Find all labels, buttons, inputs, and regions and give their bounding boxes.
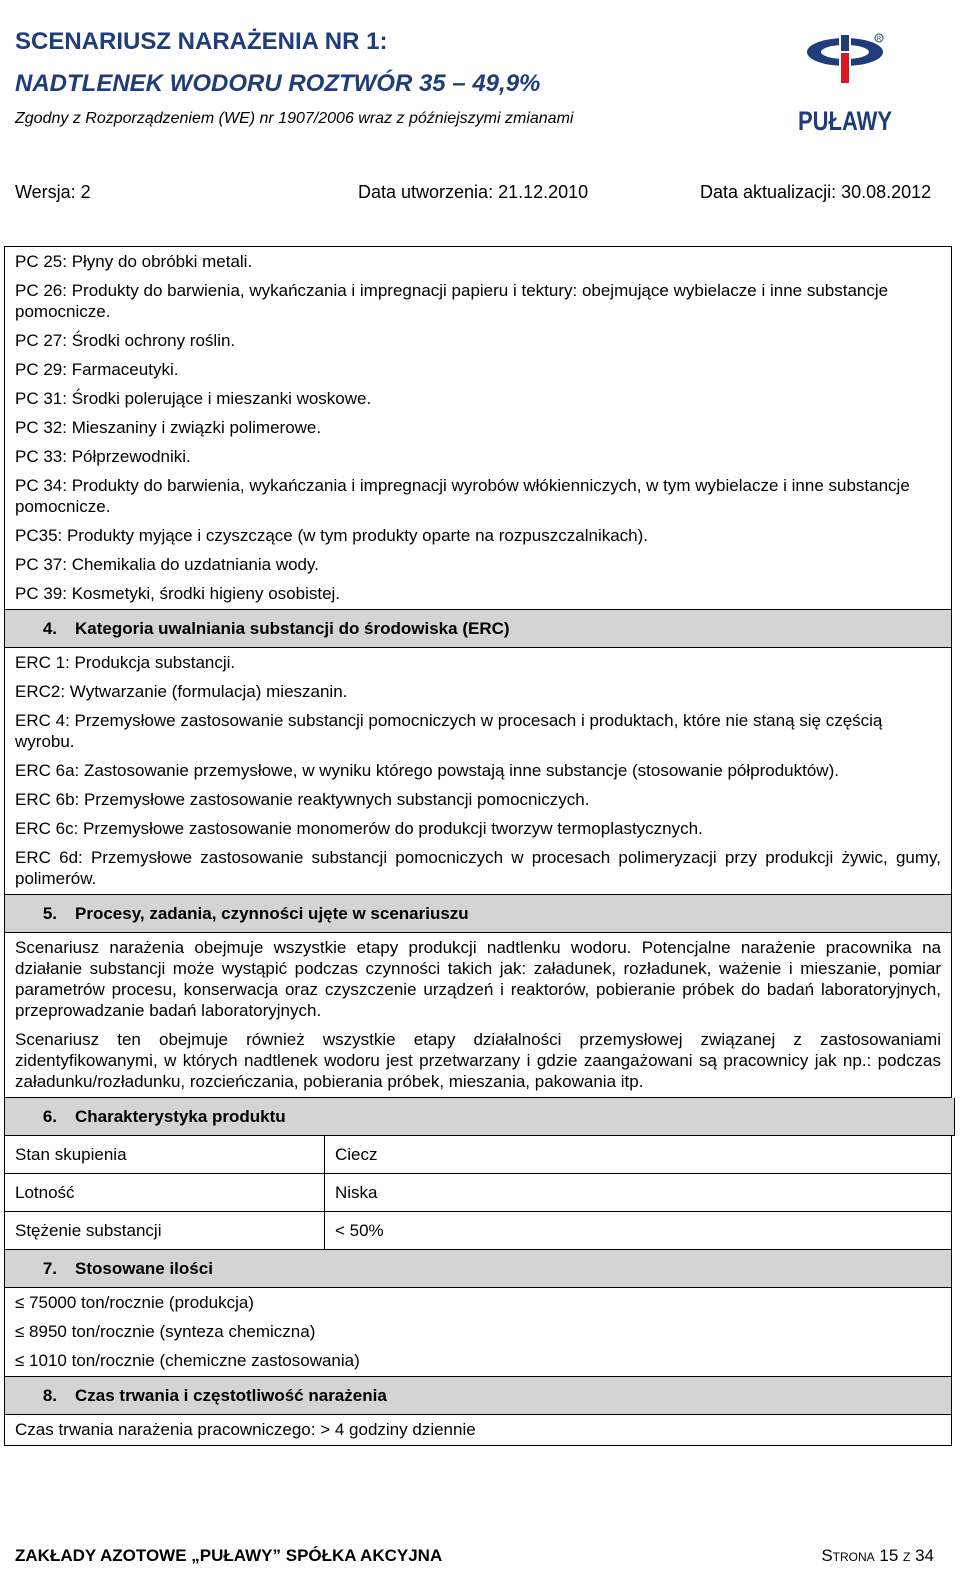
list-item: ≤ 1010 ton/rocznie (chemiczne zastosowania) [15,1351,360,1370]
list-item: ERC 6c: Przemysłowe zastosowanie monomerów do produkcji tworzyw termoplastycznych. [15,819,703,838]
list-item: PC 29: Farmaceutyki. [15,360,179,379]
property-label: Stężenie substancji [5,1212,325,1249]
pc-list [5,247,951,610]
erc-list [5,648,951,895]
svg-text:R: R [876,36,882,43]
list-item: PC 33: Półprzewodniki. [15,447,191,466]
page-number: Strona 15 z 34 [821,1546,934,1565]
section-number: 6. [42,1107,57,1126]
footer-company: ZAKŁADY AZOTOWE „PUŁAWY” SPÓŁKA AKCYJNA [15,1546,443,1565]
list-item: ERC 6b: Przemysłowe zastosowanie reaktywnych substancji pomocniczych. [15,790,590,809]
section-title: Charakterystyka produktu [75,1107,286,1126]
list-item: PC 39: Kosmetyki, środki higieny osobistej. [15,584,341,603]
paragraph: Czas trwania narażenia pracowniczego: > 4 godziny dziennie [15,1420,476,1439]
regulation-note: Zgodny z Rozporządzeniem (WE) nr 1907/2006 wraz z późniejszymi zmianami [15,110,574,127]
section-6-header [5,1098,955,1136]
paragraph: Scenariusz ten obejmuje również wszystkie etapy działalności przemysłowej związanej z zastosowaniami zidentyfikowanymi, w których nadtlenek wodoru jest przetwarzany i gdzie zaangażowani są pracownicy jak np.: podczas załadunku/rozładunku, rozcieńczania, pobierania próbek, mieszania, pakowania itp. [15,1030,941,1091]
list-item: ERC 1: Produkcja substancji. [15,653,236,672]
list-item: PC 26: Produkty do barwienia, wykańczania i impregnacji papieru i tektury: obejmujące wybielacze i inne substancje pomocnicze. [15,281,889,321]
section-number: 8. [42,1386,57,1405]
document-title: SCENARIUSZ NARAŻENIA NR 1: [15,28,388,55]
version: Wersja: 2 [15,182,91,202]
property-value: Niska [335,1183,378,1202]
logo-text: PUŁAWY [798,106,892,136]
section-number: 5. [42,904,57,923]
property-label: Lotność [5,1174,325,1211]
exposure-duration [5,1415,951,1446]
list-item: PC 27: Środki ochrony roślin. [15,331,236,350]
paragraph: Scenariusz narażenia obejmuje wszystkie etapy produkcji nadtlenku wodoru. Potencjalne narażenie pracownika na działanie substancji może wystąpić podczas czynności takich jak: załadunek, rozładunek, ważenie i mieszanie, pomiar parametrów procesu, konserwacja oraz czyszczenie urządzeń i reaktorów, pobieranie próbek do badań laboratoryjnych, przeprowadzanie badań laboratoryjnych. [15,938,941,1020]
list-item: ERC 4: Przemysłowe zastosowanie substancji pomocniczych w procesach i produktach, które nie staną się częścią wyrobu. [15,711,883,751]
creation-date: Data utworzenia: 21.12.2010 [358,182,589,202]
section-7-header [5,1250,951,1288]
section-title: Procesy, zadania, czynności ujęte w scenariuszu [75,904,469,923]
pulawy-logo [798,30,898,140]
content-table [4,246,952,1446]
section-8-header [5,1377,951,1415]
table-row [5,1212,951,1250]
list-item: ≤ 75000 ton/rocznie (produkcja) [15,1293,254,1312]
list-item: PC 31: Środki polerujące i mieszanki woskowe. [15,389,372,408]
quantities-list [5,1288,951,1377]
section-number: 4. [42,619,57,638]
update-date: Data aktualizacji: 30.08.2012 [700,182,932,202]
section-4-header [5,610,951,648]
property-value: Ciecz [335,1145,378,1164]
list-item: ≤ 8950 ton/rocznie (synteza chemiczna) [15,1322,316,1341]
list-item: ERC2: Wytwarzanie (formulacja) mieszanin. [15,682,348,701]
list-item: PC 34: Produkty do barwienia, wykańczania i impregnacji wyrobów włókienniczych, w tym wybielacze i inne substancje pomocnicze. [15,476,910,516]
list-item: PC 25: Płyny do obróbki metali. [15,252,253,271]
list-item: ERC 6a: Zastosowanie przemysłowe, w wyniku którego powstają inne substancje (stosowanie półproduktów). [15,761,839,780]
list-item: PC35: Produkty myjące i czyszczące (w tym produkty oparte na rozpuszczalnikach). [15,526,649,545]
list-item: ERC 6d: Przemysłowe zastosowanie substancji pomocniczych w procesach polimeryzacji przy produkcji żywic, gumy, polimerów. [15,848,941,888]
list-item: PC 32: Mieszaniny i związki polimerowe. [15,418,322,437]
property-label: Stan skupienia [5,1136,325,1173]
table-row [5,1136,951,1174]
section-title: Czas trwania i częstotliwość narażenia [75,1386,387,1405]
process-description [5,933,951,1098]
property-value: < 50% [335,1221,384,1240]
section-title: Stosowane ilości [75,1259,213,1278]
section-5-header [5,895,951,933]
section-title: Kategoria uwalniania substancji do środowiska (ERC) [75,619,510,638]
document-subtitle: NADTLENEK WODORU ROZTWÓR 35 – 49,9% [15,70,541,97]
list-item: PC 37: Chemikalia do uzdatniania wody. [15,555,319,574]
section-number: 7. [42,1259,57,1278]
table-row [5,1174,951,1212]
